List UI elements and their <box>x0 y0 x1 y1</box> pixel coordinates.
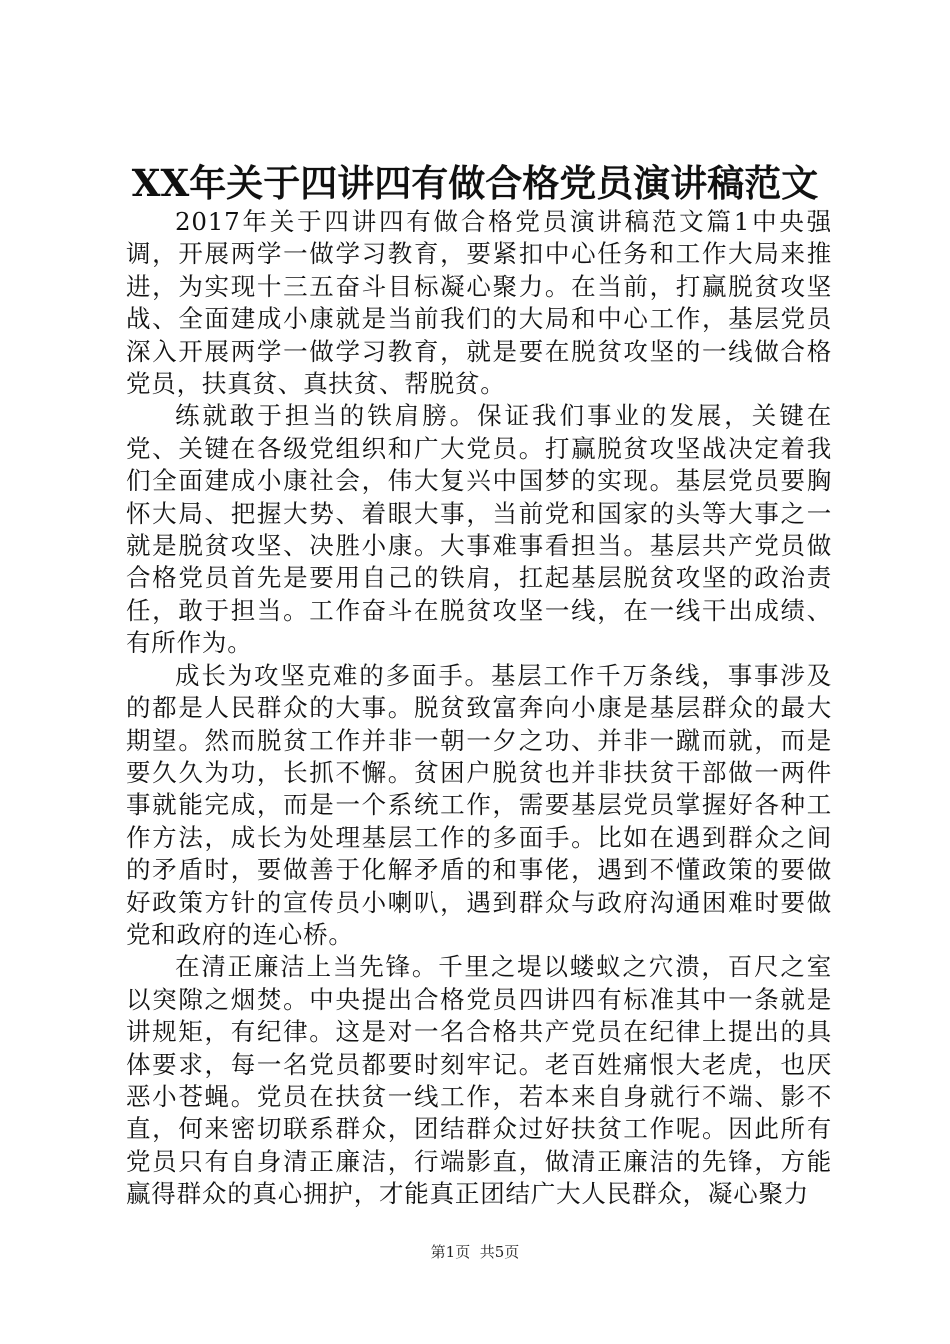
paragraph-4: 在清正廉洁上当先锋。千里之堤以蝼蚁之穴溃，百尺之室以突隙之烟焚。中央提出合格党员四讲四有标准其中一条就是讲规矩，有纪律。这是对一名合格共产党员在纪律上提出的具体要求，每一名党员都要时刻牢记。老百姓痛恨大老虎，也厌恶小苍蝇。党员在扶贫一线工作，若本来自身就行不端、影不直，何来密切联系群众，团结群众过好扶贫工作呢。因此所有党员只有自身清正廉洁，行端影直，做清正廉洁的先锋，方能赢得群众的真心拥护，才能真正团结广大人民群众，凝心聚力 <box>126 952 832 1209</box>
paragraph-1: 2017年关于四讲四有做合格党员演讲稿范文篇1中央强调，开展两学一做学习教育，要紧扣中心任务和工作大局来推进，为实现十三五奋斗目标凝心聚力。在当前，打赢脱贫攻坚战、全面建成小康就是当前我们的大局和中心工作，基层党员深入开展两学一做学习教育，就是要在脱贫攻坚的一线做合格党员，扶真贫、真扶贫、帮脱贫。 <box>126 207 832 399</box>
document-body <box>126 206 832 1211</box>
page-footer <box>0 1242 950 1262</box>
footer-spacer <box>470 1243 480 1261</box>
page-total: 共5页 <box>479 1243 520 1261</box>
paragraph-2: 练就敢于担当的铁肩膀。保证我们事业的发展，关键在党、关键在各级党组织和广大党员。打赢脱贫攻坚战决定着我们全面建成小康社会，伟大复兴中国梦的实现。基层党员要胸怀大局、把握大势、着眼大事，当前党和国家的头等大事之一就是脱贫攻坚、决胜小康。大事难事看担当。基层共产党员做合格党员首先是要用自己的铁肩，扛起基层脱贫攻坚的政治责任，敢于担当。工作奋斗在脱贫攻坚一线，在一线干出成绩、有所作为。 <box>126 401 832 658</box>
document-title: XX年关于四讲四有做合格党员演讲稿范文 <box>131 161 819 205</box>
page-number: 第1页 <box>430 1243 471 1261</box>
paragraph-3: 成长为攻坚克难的多面手。基层工作千万条线，事事涉及的都是人民群众的大事。脱贫致富奔向小康是基层群众的最大期望。然而脱贫工作并非一朝一夕之功、并非一蹴而就，而是要久久为功，长抓不懈。贫困户脱贫也并非扶贫干部做一两件事就能完成，而是一个系统工作，需要基层党员掌握好各种工作方法，成长为处理基层工作的多面手。比如在遇到群众之间的矛盾时，要做善于化解矛盾的和事佬，遇到不懂政策的要做好政策方针的宣传员小喇叭，遇到群众与政府沟通困难时要做党和政府的连心桥。 <box>126 660 832 949</box>
